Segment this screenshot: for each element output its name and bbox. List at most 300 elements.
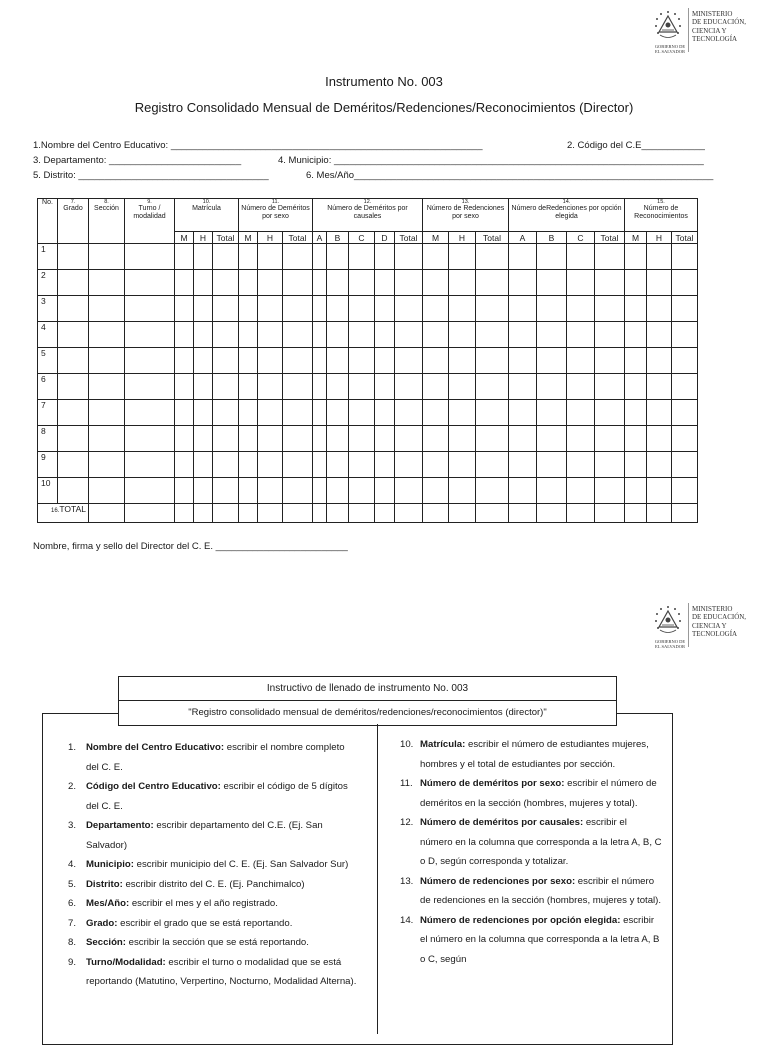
table-cell[interactable]	[327, 322, 349, 348]
table-cell[interactable]	[258, 478, 283, 504]
table-cell[interactable]	[125, 244, 175, 270]
table-cell[interactable]	[283, 374, 313, 400]
table-cell[interactable]	[283, 296, 313, 322]
total-label: TOTAL	[59, 504, 86, 514]
table-cell[interactable]	[258, 270, 283, 296]
table-cell[interactable]	[595, 322, 625, 348]
table-cell[interactable]	[595, 348, 625, 374]
consolidated-table	[37, 198, 698, 523]
table-cell[interactable]	[423, 270, 449, 296]
table-cell[interactable]	[449, 322, 476, 348]
table-cell[interactable]	[194, 374, 213, 400]
table-cell[interactable]	[213, 452, 239, 478]
table-cell[interactable]	[625, 504, 647, 523]
table-cell[interactable]	[283, 426, 313, 452]
table-cell[interactable]	[349, 374, 375, 400]
instruction-term: Grado:	[86, 917, 118, 929]
table-cell[interactable]	[89, 270, 125, 296]
table-cell[interactable]	[647, 296, 672, 322]
table-cell[interactable]	[476, 478, 509, 504]
row-number: 1	[38, 244, 58, 270]
table-cell[interactable]	[509, 426, 537, 452]
table-cell[interactable]	[625, 270, 647, 296]
table-cell[interactable]	[239, 348, 258, 374]
table-cell[interactable]	[194, 452, 213, 478]
table-cell[interactable]	[395, 478, 423, 504]
table-cell[interactable]	[239, 426, 258, 452]
table-cell[interactable]	[313, 400, 327, 426]
table-cell[interactable]	[476, 244, 509, 270]
table-cell[interactable]	[125, 478, 175, 504]
table-cell[interactable]	[449, 296, 476, 322]
table-cell[interactable]	[194, 504, 213, 523]
table-cell[interactable]	[672, 244, 698, 270]
table-cell[interactable]	[313, 374, 327, 400]
table-cell[interactable]	[375, 244, 395, 270]
table-cell[interactable]	[125, 296, 175, 322]
table-cell[interactable]	[313, 452, 327, 478]
table-row	[38, 270, 698, 296]
table-cell[interactable]	[327, 478, 349, 504]
table-cell[interactable]	[89, 322, 125, 348]
table-cell[interactable]	[423, 400, 449, 426]
table-cell[interactable]	[239, 452, 258, 478]
table-cell[interactable]	[625, 452, 647, 478]
table-cell[interactable]	[258, 322, 283, 348]
table-cell[interactable]	[175, 478, 194, 504]
table-cell[interactable]	[395, 296, 423, 322]
table-cell[interactable]	[327, 348, 349, 374]
sub-a: A	[509, 232, 537, 244]
table-cell[interactable]	[625, 478, 647, 504]
table-cell[interactable]	[258, 426, 283, 452]
table-cell[interactable]	[647, 400, 672, 426]
table-cell[interactable]	[213, 504, 239, 523]
table-cell[interactable]	[595, 400, 625, 426]
table-cell[interactable]	[375, 400, 395, 426]
table-cell[interactable]	[537, 504, 567, 523]
table-cell[interactable]	[125, 270, 175, 296]
table-cell[interactable]	[213, 322, 239, 348]
table-cell[interactable]	[647, 270, 672, 296]
table-cell[interactable]	[283, 400, 313, 426]
table-cell[interactable]	[213, 296, 239, 322]
table-cell[interactable]	[672, 270, 698, 296]
table-cell[interactable]	[647, 244, 672, 270]
table-cell[interactable]	[672, 426, 698, 452]
table-cell[interactable]	[313, 478, 327, 504]
table-cell[interactable]	[476, 374, 509, 400]
table-cell[interactable]	[349, 270, 375, 296]
table-cell[interactable]	[595, 296, 625, 322]
table-cell[interactable]	[194, 426, 213, 452]
table-cell[interactable]	[395, 400, 423, 426]
director-signature-line: Nombre, firma y sello del Director del C. E. _________________________	[33, 541, 348, 552]
table-cell[interactable]	[239, 400, 258, 426]
table-cell[interactable]	[647, 374, 672, 400]
table-cell[interactable]	[89, 452, 125, 478]
table-cell[interactable]	[423, 322, 449, 348]
table-cell[interactable]	[567, 400, 595, 426]
table-cell[interactable]	[327, 296, 349, 322]
table-cell[interactable]	[349, 400, 375, 426]
instruction-item	[68, 816, 358, 855]
table-cell[interactable]	[283, 452, 313, 478]
table-cell[interactable]	[213, 374, 239, 400]
instruction-text: escribir el número en la columna que corresponda a la letra A, B, C o D, según corresponda y totalizar.	[420, 817, 662, 867]
table-cell[interactable]	[595, 426, 625, 452]
table-cell[interactable]	[125, 374, 175, 400]
table-cell[interactable]	[194, 270, 213, 296]
table-cell[interactable]	[567, 374, 595, 400]
table-cell[interactable]	[567, 478, 595, 504]
table-cell[interactable]	[537, 426, 567, 452]
table-cell[interactable]	[213, 348, 239, 374]
instruction-term: Municipio:	[86, 859, 134, 870]
table-cell[interactable]	[423, 426, 449, 452]
table-cell[interactable]	[175, 296, 194, 322]
table-cell[interactable]	[647, 348, 672, 374]
table-cell[interactable]	[395, 504, 423, 523]
instruction-number: 5.	[68, 878, 77, 890]
table-cell[interactable]	[567, 452, 595, 478]
table-cell[interactable]	[125, 322, 175, 348]
table-cell[interactable]	[476, 400, 509, 426]
instruction-text: escribir el nombre completo del C. E.	[86, 742, 345, 773]
table-cell[interactable]	[625, 426, 647, 452]
table-cell[interactable]	[58, 478, 89, 504]
row-number: 6	[38, 374, 58, 400]
table-cell[interactable]	[567, 504, 595, 523]
table-cell[interactable]	[375, 478, 395, 504]
table-cell[interactable]	[625, 296, 647, 322]
table-cell[interactable]	[327, 504, 349, 523]
table-cell[interactable]	[449, 348, 476, 374]
table-cell[interactable]	[595, 504, 625, 523]
table-cell[interactable]	[125, 504, 175, 523]
table-cell[interactable]	[349, 504, 375, 523]
table-cell[interactable]	[89, 504, 125, 523]
sub-m: M	[423, 232, 449, 244]
table-cell[interactable]	[476, 426, 509, 452]
table-cell[interactable]	[449, 400, 476, 426]
table-cell[interactable]	[595, 270, 625, 296]
table-cell[interactable]	[58, 322, 89, 348]
table-cell[interactable]	[213, 478, 239, 504]
table-cell[interactable]	[509, 504, 537, 523]
table-cell[interactable]	[239, 270, 258, 296]
table-cell[interactable]	[449, 374, 476, 400]
instruction-text: escribir el número de deméritos en la sección (hombres, mujeres y total).	[420, 778, 657, 809]
table-cell[interactable]	[509, 322, 537, 348]
sub-total: Total	[672, 232, 698, 244]
table-cell[interactable]	[509, 478, 537, 504]
table-cell[interactable]	[313, 322, 327, 348]
table-cell[interactable]	[89, 296, 125, 322]
table-cell[interactable]	[595, 374, 625, 400]
table-cell[interactable]	[537, 296, 567, 322]
table-cell[interactable]	[89, 426, 125, 452]
table-cell[interactable]	[476, 504, 509, 523]
table-cell[interactable]	[449, 270, 476, 296]
table-cell[interactable]	[567, 322, 595, 348]
table-cell[interactable]	[283, 504, 313, 523]
table-cell[interactable]	[349, 296, 375, 322]
table-cell[interactable]	[375, 504, 395, 523]
table-cell[interactable]	[58, 348, 89, 374]
table-cell[interactable]	[327, 400, 349, 426]
instruction-text: escribir el mes y el año registrado.	[129, 898, 278, 909]
table-cell[interactable]	[647, 426, 672, 452]
table-cell[interactable]	[349, 426, 375, 452]
table-cell[interactable]	[476, 322, 509, 348]
table-cell[interactable]	[537, 478, 567, 504]
table-cell[interactable]	[423, 244, 449, 270]
table-cell[interactable]	[449, 244, 476, 270]
table-cell[interactable]	[375, 348, 395, 374]
table-cell[interactable]	[175, 244, 194, 270]
table-cell[interactable]	[672, 504, 698, 523]
table-cell[interactable]	[349, 478, 375, 504]
table-cell[interactable]	[194, 348, 213, 374]
table-cell[interactable]	[672, 322, 698, 348]
table-cell[interactable]	[509, 270, 537, 296]
table-cell[interactable]	[194, 244, 213, 270]
table-cell[interactable]	[194, 400, 213, 426]
table-cell[interactable]	[258, 348, 283, 374]
table-cell[interactable]	[647, 452, 672, 478]
table-cell[interactable]	[395, 452, 423, 478]
table-cell[interactable]	[395, 426, 423, 452]
table-cell[interactable]	[194, 322, 213, 348]
table-cell[interactable]	[349, 244, 375, 270]
table-row	[38, 348, 698, 374]
table-cell[interactable]	[258, 374, 283, 400]
table-cell[interactable]	[595, 478, 625, 504]
table-cell[interactable]	[423, 348, 449, 374]
table-cell[interactable]	[175, 270, 194, 296]
table-cell[interactable]	[625, 374, 647, 400]
row-number: 8	[38, 426, 58, 452]
table-cell[interactable]	[283, 270, 313, 296]
column-divider	[377, 724, 378, 1034]
field-municipality: 4. Municipio: ______________________________________________________________________	[278, 155, 704, 166]
table-cell[interactable]	[625, 244, 647, 270]
table-cell[interactable]	[647, 322, 672, 348]
table-cell[interactable]	[509, 452, 537, 478]
table-cell[interactable]	[449, 478, 476, 504]
table-cell[interactable]	[647, 478, 672, 504]
table-cell[interactable]	[125, 452, 175, 478]
table-cell[interactable]	[239, 374, 258, 400]
table-cell[interactable]	[537, 374, 567, 400]
table-cell[interactable]	[449, 426, 476, 452]
table-cell[interactable]	[395, 244, 423, 270]
table-cell[interactable]	[567, 348, 595, 374]
table-cell[interactable]	[476, 452, 509, 478]
table-cell[interactable]	[175, 426, 194, 452]
table-cell[interactable]	[647, 504, 672, 523]
table-cell[interactable]	[509, 244, 537, 270]
instruction-item	[400, 911, 662, 970]
table-cell[interactable]	[509, 400, 537, 426]
table-cell[interactable]	[58, 244, 89, 270]
table-cell[interactable]	[625, 322, 647, 348]
table-cell[interactable]	[89, 400, 125, 426]
field-school-name: 1.Nombre del Centro Educativo: ___________________________________________________________	[33, 140, 483, 151]
table-cell[interactable]	[672, 348, 698, 374]
table-cell[interactable]	[595, 452, 625, 478]
table-cell[interactable]	[625, 348, 647, 374]
table-cell[interactable]	[672, 400, 698, 426]
table-cell[interactable]	[509, 296, 537, 322]
table-cell[interactable]	[125, 400, 175, 426]
table-cell[interactable]	[449, 504, 476, 523]
table-cell[interactable]	[125, 426, 175, 452]
table-cell[interactable]	[283, 348, 313, 374]
table-cell[interactable]	[537, 244, 567, 270]
table-cell[interactable]	[327, 270, 349, 296]
table-cell[interactable]	[175, 504, 194, 523]
table-cell[interactable]	[58, 296, 89, 322]
table-cell[interactable]	[213, 244, 239, 270]
table-cell[interactable]	[58, 452, 89, 478]
table-cell[interactable]	[625, 400, 647, 426]
table-cell[interactable]	[476, 270, 509, 296]
table-cell[interactable]	[672, 478, 698, 504]
row-number: 4	[38, 322, 58, 348]
table-cell[interactable]	[313, 426, 327, 452]
table-cell[interactable]	[313, 504, 327, 523]
table-cell[interactable]	[672, 374, 698, 400]
table-cell[interactable]	[349, 348, 375, 374]
table-cell[interactable]	[395, 374, 423, 400]
table-cell[interactable]	[672, 296, 698, 322]
table-cell[interactable]	[349, 322, 375, 348]
table-cell[interactable]	[58, 270, 89, 296]
table-cell[interactable]	[395, 348, 423, 374]
table-cell[interactable]	[509, 374, 537, 400]
table-cell[interactable]	[258, 296, 283, 322]
table-cell[interactable]	[672, 452, 698, 478]
table-cell[interactable]	[537, 270, 567, 296]
table-cell[interactable]	[175, 322, 194, 348]
table-cell[interactable]	[537, 452, 567, 478]
instruction-number: 10.	[400, 739, 414, 750]
table-cell[interactable]	[327, 452, 349, 478]
table-cell[interactable]	[239, 478, 258, 504]
table-cell[interactable]	[327, 244, 349, 270]
table-cell[interactable]	[349, 452, 375, 478]
table-row	[38, 374, 698, 400]
table-cell[interactable]	[175, 400, 194, 426]
instruction-text: escribir el turno o modalidad que se está reportando (Matutino, Verpertino, Nocturno, Modalidad Alterna).	[86, 956, 357, 987]
table-cell[interactable]	[595, 244, 625, 270]
table-cell[interactable]	[375, 452, 395, 478]
logo-divider	[688, 603, 689, 647]
table-cell[interactable]	[258, 400, 283, 426]
table-cell[interactable]	[375, 270, 395, 296]
table-cell[interactable]	[423, 452, 449, 478]
table-cell[interactable]	[423, 504, 449, 523]
sub-c: C	[349, 232, 375, 244]
table-cell[interactable]	[239, 244, 258, 270]
table-cell[interactable]	[89, 244, 125, 270]
table-cell[interactable]	[175, 452, 194, 478]
table-cell[interactable]	[194, 296, 213, 322]
table-cell[interactable]	[89, 478, 125, 504]
table-cell[interactable]	[258, 452, 283, 478]
table-cell[interactable]	[476, 348, 509, 374]
table-cell[interactable]	[375, 374, 395, 400]
field-school-code: 2. Código del C.E____________	[567, 140, 705, 151]
table-cell[interactable]	[375, 426, 395, 452]
table-cell[interactable]	[239, 504, 258, 523]
table-cell[interactable]	[567, 296, 595, 322]
table-cell[interactable]	[313, 244, 327, 270]
table-cell[interactable]	[375, 296, 395, 322]
table-cell[interactable]	[327, 426, 349, 452]
table-cell[interactable]	[313, 296, 327, 322]
table-cell[interactable]	[258, 504, 283, 523]
table-cell[interactable]	[423, 478, 449, 504]
table-cell[interactable]	[509, 348, 537, 374]
table-cell[interactable]	[476, 296, 509, 322]
table-cell[interactable]	[537, 322, 567, 348]
table-cell[interactable]	[89, 348, 125, 374]
table-cell[interactable]	[313, 348, 327, 374]
table-cell[interactable]	[537, 348, 567, 374]
table-cell[interactable]	[213, 400, 239, 426]
table-cell[interactable]	[194, 478, 213, 504]
table-cell[interactable]	[449, 452, 476, 478]
table-cell[interactable]	[175, 348, 194, 374]
table-cell[interactable]	[89, 374, 125, 400]
table-cell[interactable]	[58, 426, 89, 452]
table-cell[interactable]	[423, 296, 449, 322]
table-cell[interactable]	[283, 478, 313, 504]
instruction-text: escribir la sección que se está reportando.	[126, 937, 309, 948]
table-cell[interactable]	[375, 322, 395, 348]
table-cell[interactable]	[423, 374, 449, 400]
table-cell[interactable]	[567, 270, 595, 296]
table-cell[interactable]	[567, 244, 595, 270]
table-cell[interactable]	[213, 426, 239, 452]
table-cell[interactable]	[283, 322, 313, 348]
table-cell[interactable]	[327, 374, 349, 400]
header-section: 8. Sección	[89, 199, 125, 232]
table-cell[interactable]	[537, 400, 567, 426]
table-cell[interactable]	[258, 244, 283, 270]
table-cell[interactable]	[125, 348, 175, 374]
table-cell[interactable]	[175, 374, 194, 400]
instruction-number: 14.	[400, 914, 414, 926]
header-shift: 9. Turno / modalidad	[125, 199, 175, 232]
table-cell[interactable]	[58, 400, 89, 426]
table-cell[interactable]	[313, 270, 327, 296]
table-cell[interactable]	[395, 322, 423, 348]
table-cell[interactable]	[58, 374, 89, 400]
table-cell[interactable]	[395, 270, 423, 296]
instruction-item	[68, 855, 358, 875]
instruction-term: Nombre del Centro Educativo:	[86, 742, 225, 753]
table-cell[interactable]	[213, 270, 239, 296]
table-cell[interactable]	[239, 322, 258, 348]
government-label: GOBIERNO DE EL SALVADOR	[654, 44, 686, 54]
table-cell[interactable]	[283, 244, 313, 270]
table-cell[interactable]	[567, 426, 595, 452]
table-cell[interactable]	[239, 296, 258, 322]
